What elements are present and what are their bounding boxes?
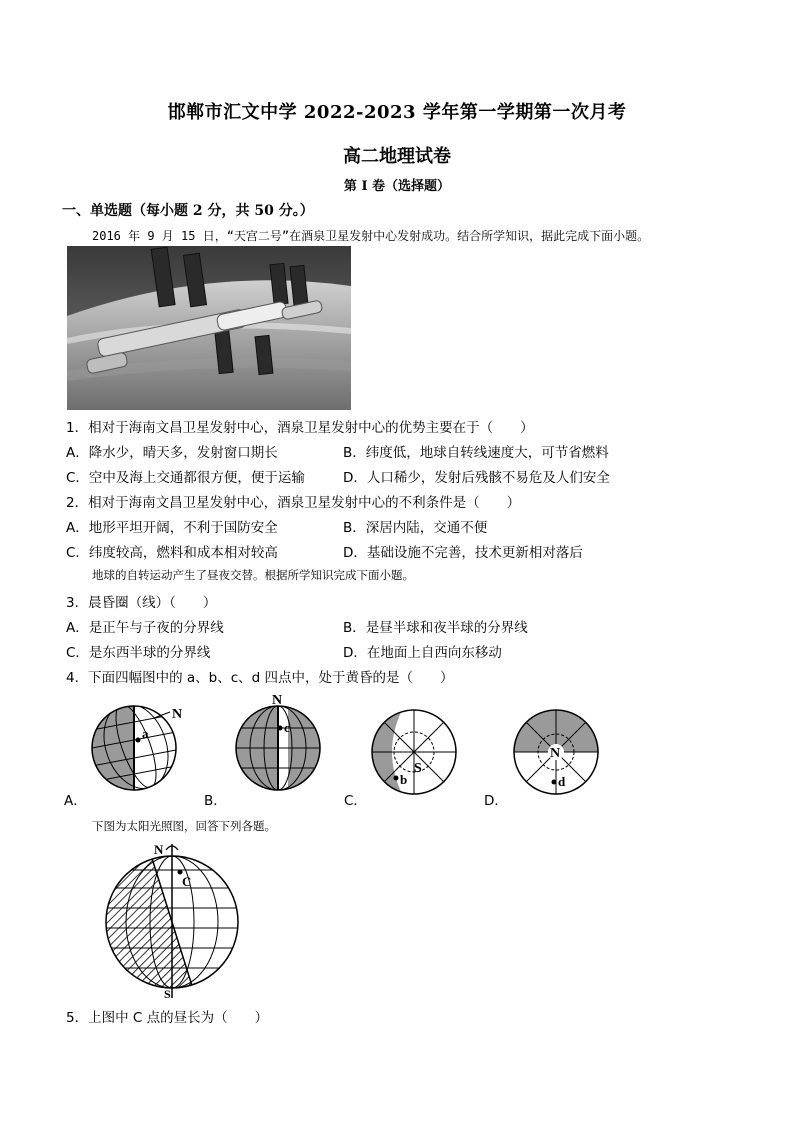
globe-label-d[interactable]: D．: [484, 793, 508, 809]
globe-diagram-a: [86, 700, 196, 796]
globe-diagram-b: [226, 690, 336, 796]
globe-d-pole: N: [550, 746, 561, 761]
question-3-option-d[interactable]: D．在地面上自西向东移动: [343, 645, 502, 661]
question-5-stem: 5．上图中 C 点的昼长为（ ）: [66, 1010, 269, 1026]
question-3-option-a[interactable]: A．是正午与子夜的分界线: [66, 620, 224, 636]
sunlight-diagram: [98, 838, 248, 1004]
question-2-option-a[interactable]: A．地形平坦开阔，不利于国防安全: [66, 520, 278, 536]
question-1-option-d[interactable]: D．人口稀少，发射后残骸不易危及人们安全: [343, 470, 610, 486]
globe-b-point: c: [284, 720, 290, 735]
part-heading: 第 I 卷（选择题）: [343, 179, 451, 194]
globe-diagram-c: [366, 706, 466, 802]
question-1-option-b[interactable]: B．纬度低，地球自转线速度大，可节省燃料: [343, 445, 609, 461]
globe-c-pole: S: [414, 761, 422, 776]
intro-text-1: 2016 年 9 月 15 日，“天宫二号”在酒泉卫星发射中心发射成功。结合所学知识，据此完成下面小题。: [92, 229, 650, 243]
question-2-option-d[interactable]: D．基础设施不完善，技术更新相对落后: [343, 545, 583, 561]
globe-c-point: b: [400, 772, 408, 787]
question-3-stem: 3．晨昏圈（线）（ ）: [66, 595, 217, 611]
exam-subtitle: 高二地理试卷: [343, 146, 451, 167]
section-heading: 一、单选题（每小题 2 分，共 50 分。）: [62, 203, 314, 219]
question-3-option-b[interactable]: B．是昼半球和夜半球的分界线: [343, 620, 528, 636]
exam-title: 邯郸市汇文中学 2022-2023 学年第一学期第一次月考: [167, 102, 627, 123]
question-4-stem: 4．下面四幅图中的 a、b、c、d 四点中，处于黄昏的是（ ）: [66, 670, 454, 686]
sunlight-south-label: S: [164, 987, 171, 1000]
question-2-option-b[interactable]: B．深居内陆，交通不便: [343, 520, 488, 536]
space-station-photo: [67, 246, 351, 410]
globe-diagram-d: [510, 706, 610, 802]
globe-a-point: a: [142, 726, 149, 741]
intro-text-2: 地球的自转运动产生了昼夜交替。根据所学知识完成下面小题。: [92, 568, 414, 582]
globe-label-c[interactable]: C．: [344, 793, 367, 809]
sunlight-point-c: C: [182, 874, 192, 889]
globe-label-a[interactable]: A．: [64, 793, 87, 809]
globe-b-pole: N: [272, 693, 283, 708]
sunlight-north-label: N: [154, 842, 164, 857]
intro-text-3: 下图为太阳光照图，回答下列各题。: [92, 819, 276, 833]
globe-d-point: d: [558, 774, 566, 789]
question-2-stem: 2．相对于海南文昌卫星发射中心，酒泉卫星发射中心的不利条件是（ ）: [66, 495, 521, 511]
question-2-option-c[interactable]: C．纬度较高，燃料和成本相对较高: [66, 545, 278, 561]
question-3-option-c[interactable]: C．是东西半球的分界线: [66, 645, 211, 661]
globe-a-pole: N: [172, 707, 183, 722]
question-1-option-a[interactable]: A．降水少，晴天多，发射窗口期长: [66, 445, 278, 461]
globe-label-b[interactable]: B．: [204, 793, 227, 809]
question-1-option-c[interactable]: C．空中及海上交通都很方便，便于运输: [66, 470, 305, 486]
question-1-stem: 1．相对于海南文昌卫星发射中心，酒泉卫星发射中心的优势主要在于（ ）: [66, 420, 534, 436]
